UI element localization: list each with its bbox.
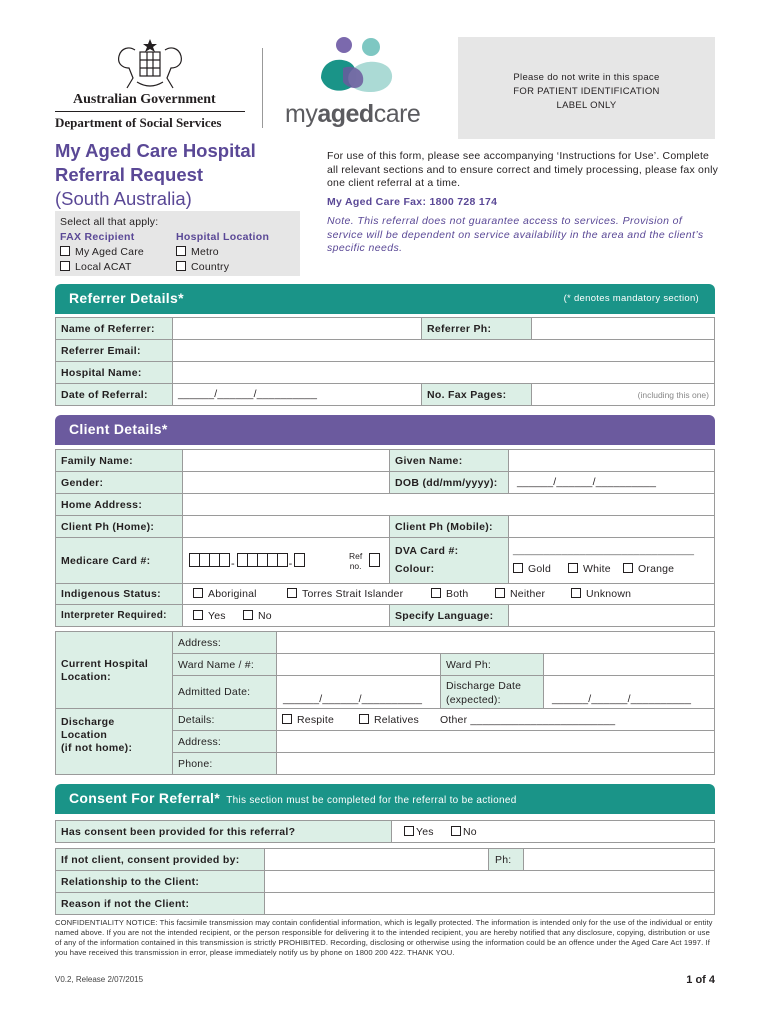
- checkbox-icon[interactable]: [359, 714, 369, 724]
- relationship-input[interactable]: [264, 870, 715, 893]
- gender-label-cell: [55, 471, 183, 494]
- discharge-location-label: [61, 716, 132, 755]
- indigenous-label-cell: [55, 583, 183, 605]
- referrer-ph-label: Referrer Ph:: [427, 323, 492, 335]
- discharge-date-input[interactable]: [543, 675, 715, 709]
- intro-text: For use of this form, please see accompanying ‘Instructions for Use’. Complete all relevant sections and to ensure correct and timely processing, please fax only one client referral at a time.: [327, 150, 719, 189]
- dva-label-cell: [389, 537, 509, 584]
- indigenous-option-label: Unknown: [586, 588, 632, 600]
- ward-ph-label: Ward Ph:: [446, 659, 491, 671]
- language-input[interactable]: [508, 604, 715, 627]
- checkbox-icon[interactable]: [60, 261, 70, 271]
- referrer-email-label: Referrer Email:: [61, 345, 141, 357]
- ph-home-input[interactable]: [182, 515, 390, 538]
- ref-no-line-2: no.: [349, 561, 362, 571]
- provided-by-input[interactable]: [264, 848, 489, 871]
- fax-pages-label: No. Fax Pages:: [427, 389, 507, 401]
- provided-by-label: If not client, consent provided by:: [61, 854, 240, 866]
- referral-date-input[interactable]: [172, 383, 422, 406]
- fax-pages-label-cell: [421, 383, 532, 406]
- indigenous-option-aboriginal[interactable]: [193, 588, 257, 600]
- ref-no-box[interactable]: [369, 553, 380, 567]
- address-label: Address:: [178, 637, 222, 649]
- dva-input[interactable]: [508, 537, 715, 584]
- fax-option-label: Local ACAT: [75, 261, 132, 273]
- colour-option-label: Orange: [638, 563, 675, 575]
- gov-line-2: Department of Social Services: [55, 115, 222, 130]
- details-label: Details:: [178, 714, 215, 726]
- admitted-label-cell: [172, 675, 277, 709]
- consent-options: [391, 820, 715, 843]
- select-heading: Select all that apply:: [60, 216, 159, 228]
- hospital-name-input[interactable]: [172, 361, 715, 384]
- patient-id-line-1: Please do not write in this space: [513, 72, 660, 83]
- consent-option-yes[interactable]: [404, 826, 434, 838]
- indigenous-option-label: Both: [446, 588, 469, 600]
- fax-option-local-acat[interactable]: [60, 261, 132, 273]
- discharge-date-label-cell: [440, 675, 544, 709]
- details-option-respite[interactable]: [282, 714, 334, 726]
- discharge-date-line-1: Discharge Date: [446, 680, 522, 692]
- consent-ph-input[interactable]: [523, 848, 715, 871]
- details-option-label: Respite: [297, 714, 335, 726]
- ph-home-label: Client Ph (Home):: [61, 521, 155, 533]
- page-number: 1 of 4: [686, 974, 715, 986]
- myagedcare-logo: [285, 34, 435, 134]
- indigenous-option-label: Neither: [510, 588, 546, 600]
- indigenous-option-label: Aboriginal: [208, 588, 257, 600]
- referrer-email-label-cell: [55, 339, 173, 362]
- fax-option-my-aged-care[interactable]: [60, 246, 144, 258]
- confidentiality-notice: CONFIDENTIALITY NOTICE: This facsimile transmission may contain confidential information, which is legally protected. The information is intended only for the use of the individual or entity named above. If you are not the intended recipient, or the person responsible for delivering it to the intended recipient, you are hereby notified that any disclosure, copying, distribution or use of any of the information contained in this transmission is strictly PROHIBITED. Recording, disclosing or otherwise using the information could be an offence under the Aged Care Act 1997. If you have received this transmission in error, please immediately notify us by phone on 1800 200 422. THANK YOU.: [55, 918, 713, 957]
- consent-banner-title: [69, 790, 517, 806]
- d-address-label: Address:: [178, 736, 222, 748]
- referral-date-label: Date of Referral:: [61, 389, 148, 401]
- referral-date-label-cell: [55, 383, 173, 406]
- current-location-label-cell: [55, 631, 173, 709]
- home-address-input[interactable]: [182, 493, 715, 516]
- checkbox-icon[interactable]: [193, 610, 203, 620]
- title-line-3: (South Australia): [55, 188, 192, 209]
- colour-option-white[interactable]: [568, 563, 611, 575]
- discharge-phone-input[interactable]: [276, 752, 715, 775]
- referral-date-blank: ______/______/__________: [178, 388, 318, 400]
- referrer-ph-label-cell: [421, 317, 532, 340]
- checkbox-icon[interactable]: [513, 563, 523, 573]
- patient-id-line-3: LABEL ONLY: [556, 100, 617, 111]
- disclaimer-note: Note. This referral does not guarantee access to services. Provision of service will be dependent on service availability in the area and the client’s specific needs.: [327, 215, 704, 254]
- colour-label: Colour:: [395, 563, 435, 575]
- indigenous-option-label: Torres Strait Islander: [302, 588, 404, 600]
- referrer-banner: [55, 284, 715, 314]
- indigenous-option-torres-strait[interactable]: [287, 588, 403, 600]
- indigenous-option-both[interactable]: [431, 588, 468, 600]
- home-address-label-cell: [55, 493, 183, 516]
- select-box: [55, 211, 300, 276]
- brand-wordmark: [285, 100, 420, 129]
- admitted-blank: ______/______/__________: [283, 693, 423, 705]
- location-option-country[interactable]: [176, 261, 229, 273]
- indigenous-label: Indigenous Status:: [61, 588, 161, 600]
- consent-banner-heading: Consent For Referral*: [69, 790, 220, 806]
- dob-label-cell: [389, 471, 509, 494]
- ph-mobile-input[interactable]: [508, 515, 715, 538]
- medicare-label-cell: [55, 537, 183, 584]
- consent-banner: [55, 784, 715, 814]
- hospital-name-label: Hospital Name:: [61, 367, 142, 379]
- d-address-label-cell: [172, 730, 277, 753]
- fax-recipient-heading: FAX Recipient: [60, 231, 135, 243]
- client-banner: [55, 415, 715, 445]
- discharge-date-label: [446, 679, 521, 707]
- relationship-label-cell: [55, 870, 265, 893]
- discharge-date-blank: ______/______/__________: [552, 693, 692, 705]
- hospital-name-label-cell: [55, 361, 173, 384]
- ph-mobile-label: Client Ph (Mobile):: [395, 521, 493, 533]
- interpreter-option-label: No: [258, 610, 272, 622]
- home-address-label: Home Address:: [61, 499, 143, 511]
- checkbox-icon[interactable]: [451, 826, 461, 836]
- indigenous-option-unknown[interactable]: [571, 588, 631, 600]
- gender-label: Gender:: [61, 477, 104, 489]
- coat-of-arms-icon: [107, 38, 193, 92]
- consent-option-no[interactable]: [451, 826, 477, 838]
- medicare-label: Medicare Card #:: [61, 555, 151, 567]
- brand-care: care: [373, 100, 421, 128]
- dva-blank: ______________________________: [513, 544, 695, 556]
- gov-divider: [55, 111, 245, 112]
- address-label-cell: [172, 631, 277, 654]
- given-name-label-cell: [389, 449, 509, 472]
- title-line-1: My Aged Care Hospital: [55, 140, 256, 161]
- referrer-banner-title: Referrer Details*: [69, 290, 184, 306]
- details-other[interactable]: Other ________________________: [440, 714, 616, 726]
- ref-no-line-1: Ref: [349, 551, 363, 561]
- details-options: [276, 708, 715, 731]
- referrer-ph-input[interactable]: [531, 317, 715, 340]
- checkbox-icon[interactable]: [287, 588, 297, 598]
- ward-input[interactable]: [276, 653, 441, 676]
- ref-no-label: [349, 551, 362, 571]
- mandatory-note: (* denotes mandatory section): [563, 293, 699, 304]
- consent-option-label: Yes: [416, 826, 434, 838]
- fax-pages-input[interactable]: [531, 383, 715, 406]
- ph-mobile-label-cell: [389, 515, 509, 538]
- ward-ph-input[interactable]: [543, 653, 715, 676]
- consent-option-label: No: [463, 826, 477, 838]
- family-name-label: Family Name:: [61, 455, 133, 467]
- gender-input[interactable]: [182, 471, 390, 494]
- government-logo: [55, 38, 245, 133]
- dob-input[interactable]: [508, 471, 715, 494]
- location-option-label: Country: [191, 261, 230, 273]
- brand-aged: aged: [317, 100, 374, 128]
- admitted-label: Admitted Date:: [178, 686, 251, 698]
- referrer-name-label-cell: [55, 317, 173, 340]
- fax-pages-hint: (including this one): [637, 390, 709, 400]
- discharge-location-line-2: Location: [61, 729, 108, 741]
- details-label-cell: [172, 708, 277, 731]
- given-name-input[interactable]: [508, 449, 715, 472]
- given-name-label: Given Name:: [395, 455, 463, 467]
- checkbox-icon[interactable]: [176, 261, 186, 271]
- brand-my: my: [285, 100, 318, 128]
- current-location-label: Current Hospital Location:: [61, 658, 149, 683]
- consent-question-cell: [55, 820, 392, 843]
- language-label: Specify Language:: [395, 610, 494, 622]
- version-text: V0.2, Release 2/07/2015: [55, 975, 144, 984]
- ward-label: Ward Name / #:: [178, 659, 254, 671]
- interpreter-label: Interpreter Required:: [61, 610, 167, 621]
- patient-id-line-2: FOR PATIENT IDENTIFICATION: [513, 86, 660, 97]
- interpreter-label-cell: [55, 604, 183, 627]
- admitted-input[interactable]: [276, 675, 441, 709]
- interpreter-options: [182, 604, 390, 627]
- ward-label-cell: [172, 653, 277, 676]
- discharge-location-label-cell: [55, 708, 173, 775]
- location-option-metro[interactable]: [176, 246, 219, 258]
- family-name-input[interactable]: [182, 449, 390, 472]
- referrer-name-input[interactable]: [172, 317, 422, 340]
- fax-number: My Aged Care Fax: 1800 728 174: [327, 196, 498, 208]
- dob-label: DOB (dd/mm/yyyy):: [395, 477, 498, 489]
- details-option-label: Relatives: [374, 714, 419, 726]
- title-line-2: Referral Request: [55, 164, 204, 185]
- patient-id-box: [458, 37, 715, 139]
- consent-ph-label: Ph:: [495, 854, 512, 866]
- referrer-name-label: Name of Referrer:: [61, 323, 155, 335]
- client-banner-title: Client Details*: [69, 421, 168, 437]
- checkbox-icon[interactable]: [282, 714, 292, 724]
- checkbox-icon[interactable]: [623, 563, 633, 573]
- ward-ph-label-cell: [440, 653, 544, 676]
- checkbox-icon[interactable]: [193, 588, 203, 598]
- consent-banner-note: This section must be completed for the referral to be actioned: [226, 795, 517, 806]
- provided-by-label-cell: [55, 848, 265, 871]
- fax-option-label: My Aged Care: [75, 246, 144, 258]
- colour-option-label: White: [583, 563, 611, 575]
- referrer-email-input[interactable]: [172, 339, 715, 362]
- interpreter-option-no[interactable]: [243, 610, 272, 622]
- gov-line-1: Australian Government: [73, 92, 216, 107]
- location-option-label: Metro: [191, 246, 219, 258]
- checkbox-icon[interactable]: [495, 588, 505, 598]
- d-phone-label: Phone:: [178, 758, 213, 770]
- hospital-location-heading: Hospital Location: [176, 231, 270, 243]
- colour-option-gold[interactable]: [513, 563, 551, 575]
- relationship-label: Relationship to the Client:: [61, 876, 200, 888]
- checkbox-icon[interactable]: [431, 588, 441, 598]
- people-logo-icon: [313, 34, 403, 96]
- checkbox-icon[interactable]: [404, 826, 414, 836]
- language-label-cell: [389, 604, 509, 627]
- dva-card-label: DVA Card #:: [395, 545, 459, 557]
- colour-option-label: Gold: [528, 563, 551, 575]
- checkbox-icon[interactable]: [571, 588, 581, 598]
- d-phone-label-cell: [172, 752, 277, 775]
- colour-option-orange[interactable]: [623, 563, 674, 575]
- ph-home-label-cell: [55, 515, 183, 538]
- reason-label-cell: [55, 892, 265, 915]
- discharge-location-line-3: (if not home):: [61, 742, 133, 754]
- consent-question: Has consent been provided for this referral?: [61, 826, 296, 838]
- indigenous-option-neither[interactable]: [495, 588, 545, 600]
- discharge-location-line-1: Discharge: [61, 716, 115, 728]
- interpreter-option-yes[interactable]: [193, 610, 226, 622]
- interpreter-option-label: Yes: [208, 610, 226, 622]
- details-option-relatives[interactable]: [359, 714, 419, 726]
- checkbox-icon[interactable]: [568, 563, 578, 573]
- consent-ph-label-cell: [488, 848, 524, 871]
- page-title: [55, 139, 256, 211]
- discharge-address-input[interactable]: [276, 730, 715, 753]
- checkbox-icon[interactable]: [176, 246, 186, 256]
- reason-input[interactable]: [264, 892, 715, 915]
- reason-label: Reason if not the Client:: [61, 898, 190, 910]
- medicare-input[interactable]: [182, 537, 390, 584]
- checkbox-icon[interactable]: [60, 246, 70, 256]
- dob-blank: ______/______/__________: [517, 476, 657, 488]
- logo-divider: [262, 48, 263, 128]
- checkbox-icon[interactable]: [243, 610, 253, 620]
- discharge-date-line-2: (expected):: [446, 694, 501, 706]
- family-name-label-cell: [55, 449, 183, 472]
- indigenous-options: [182, 583, 715, 605]
- medicare-digit-boxes[interactable]: - -: [189, 553, 304, 570]
- hospital-address-input[interactable]: [276, 631, 715, 654]
